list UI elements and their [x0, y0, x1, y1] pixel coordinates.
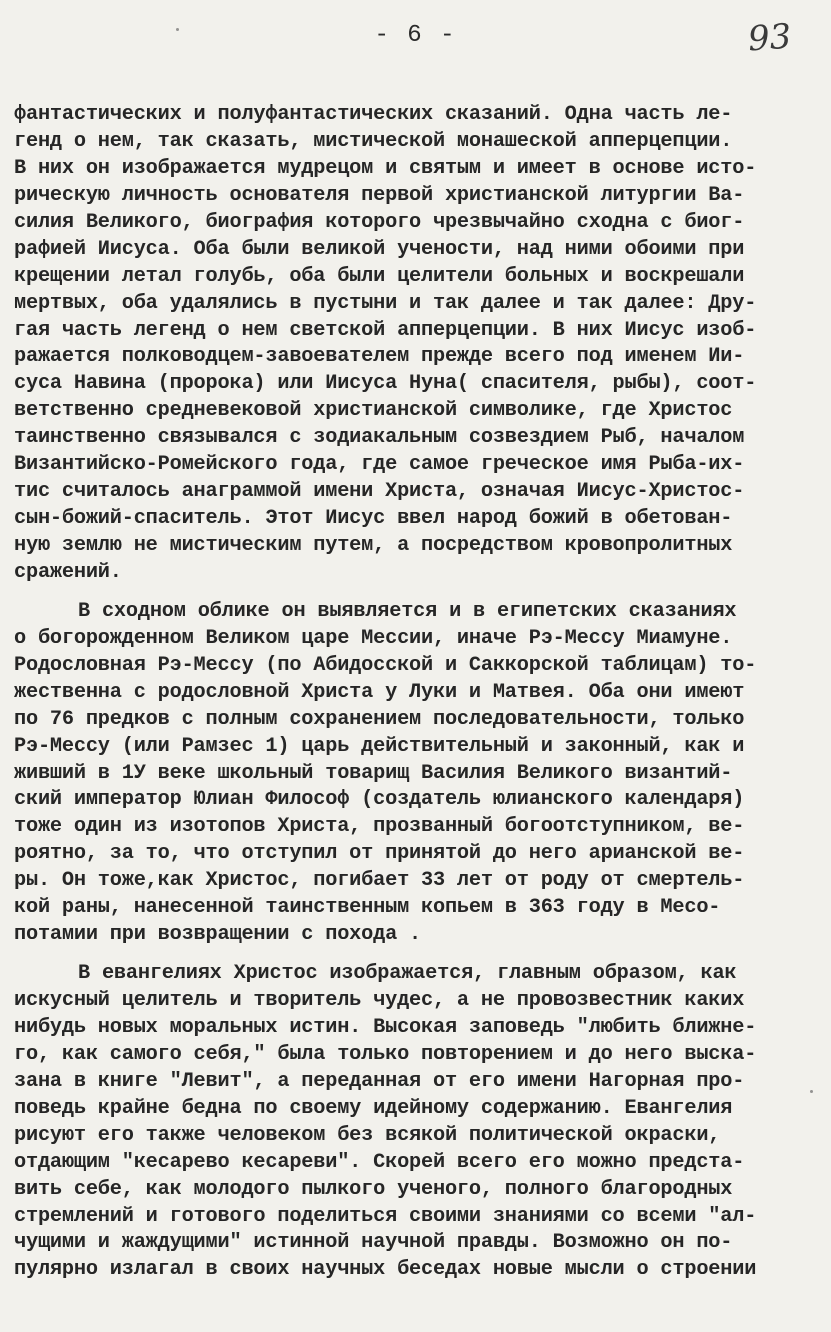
text-line: Византийско-Ромейского года, где самое греческое имя Рыба-их-	[14, 453, 745, 477]
text-line: живший в 1У веке школьный товарищ Василия Великого византий-	[14, 761, 733, 785]
text-line: отдающим "кесарево кесареви". Скорей всего его можно предста-	[14, 1150, 745, 1174]
paragraph	[14, 961, 822, 1284]
text-line: го, как самого себя," была только повторением и до него выска-	[14, 1042, 757, 1066]
text-line: чущими и жаждущими" истинной научной правды. Возможно он по-	[14, 1231, 733, 1255]
paragraph	[14, 102, 822, 587]
text-line: Родословная Рэ-Мессу (по Абидосской и Саккорской таблицам) то-	[14, 653, 757, 677]
text-line: роятно, за то, что отступил от принятой до него арианской ве-	[14, 842, 745, 866]
text-line: зана в книге "Левит", а переданная от его имени Нагорная про-	[14, 1069, 745, 1093]
text-line: стремлений и готового поделиться своими знаниями со всеми "ал-	[14, 1204, 757, 1228]
text-line: В евангелиях Христос изображается, главным образом, как	[78, 962, 737, 986]
text-line: таинственно связывался с зодиакальным созвездием Рыб, началом	[14, 426, 745, 450]
text-line: крещении летал голубь, оба были целители больных и воскрешали	[14, 264, 745, 288]
text-line: сражений.	[14, 560, 122, 584]
text-line: по 76 предков с полным сохранением последовательности, только	[14, 707, 745, 731]
text-line: ветственно средневековой христианской символике, где Христос	[14, 399, 733, 423]
document-body	[14, 102, 822, 1284]
text-line: рафией Иисуса. Оба были великой учености, над ними обоими при	[14, 237, 745, 261]
text-line: мертвых, оба удалялись в пустыни и так далее и так далее: Дру-	[14, 291, 757, 315]
text-line: фантастических и полуфантастических сказаний. Одна часть ле-	[14, 103, 733, 126]
text-line: суса Навина (пророка) или Иисуса Нуна( спасителя, рыбы), соот-	[14, 372, 757, 396]
text-line: потамии при возвращении с похода .	[14, 923, 422, 947]
handwritten-archive-number: 93	[746, 16, 793, 60]
text-line: силия Великого, биография которого чрезвычайно сходна с биог-	[14, 210, 745, 234]
paragraph-break	[14, 949, 822, 961]
text-line: сын-божий-спаситель. Этот Иисус ввел народ божий в обетован-	[14, 507, 733, 531]
text-line: тоже один из изотопов Христа, прозванный богоотступником, ве-	[14, 815, 745, 839]
text-line: рисуют его также человеком без всякой политической окраски,	[14, 1123, 721, 1147]
text-line: жественна с родословной Христа у Луки и Матвея. Оба они имеют	[14, 680, 745, 704]
text-line: В сходном облике он выявляется и в египетских сказаниях	[78, 599, 737, 623]
text-line: генд о нем, так сказать, мистической монашеской апперцепции.	[14, 129, 733, 153]
paper-speck	[176, 28, 179, 31]
text-line: нибудь новых моральных истин. Высокая заповедь "любить ближне-	[14, 1015, 757, 1039]
text-line: вить себе, как молодого пылкого ученого, полного благородных	[14, 1177, 733, 1201]
page-number: - 6 -	[374, 22, 457, 49]
text-line: о богорожденном Великом царе Мессии, иначе Рэ-Мессу Миамуне.	[14, 626, 733, 650]
text-line: гая часть легенд о нем светской апперцепции. В них Иисус изоб-	[14, 318, 757, 342]
text-line: ную землю не мистическим путем, а посредством кровопролитных	[14, 534, 733, 557]
text-line: ры. Он тоже,как Христос, погибает 33 лет от роду от смертель-	[14, 869, 745, 893]
paragraph-break	[14, 587, 822, 599]
text-line: пулярно излагал в своих научных беседах новые мысли о строении	[14, 1258, 757, 1282]
text-line: В них он изображается мудрецом и святым и имеет в основе исто-	[14, 156, 757, 180]
text-line: тис считалось анаграммой имени Христа, означая Иисус-Христос-	[14, 480, 745, 504]
text-line: кой раны, нанесенной таинственным копьем в 363 году в Месо-	[14, 896, 721, 920]
text-line: поведь крайне бедна по своему идейному содержанию. Евангелия	[14, 1096, 733, 1120]
text-line: ский император Юлиан Философ (создатель юлианского календаря)	[14, 788, 745, 812]
text-line: искусный целитель и творитель чудес, а не провозвестник каких	[14, 989, 745, 1012]
text-line: рическую личность основателя первой христианской литургии Ва-	[14, 183, 745, 207]
paragraph	[14, 599, 822, 949]
text-line: ражается полководцем-завоевателем прежде всего под именем Ии-	[14, 345, 745, 369]
text-line: Рэ-Мессу (или Рамзес 1) царь действительный и законный, как и	[14, 734, 745, 758]
